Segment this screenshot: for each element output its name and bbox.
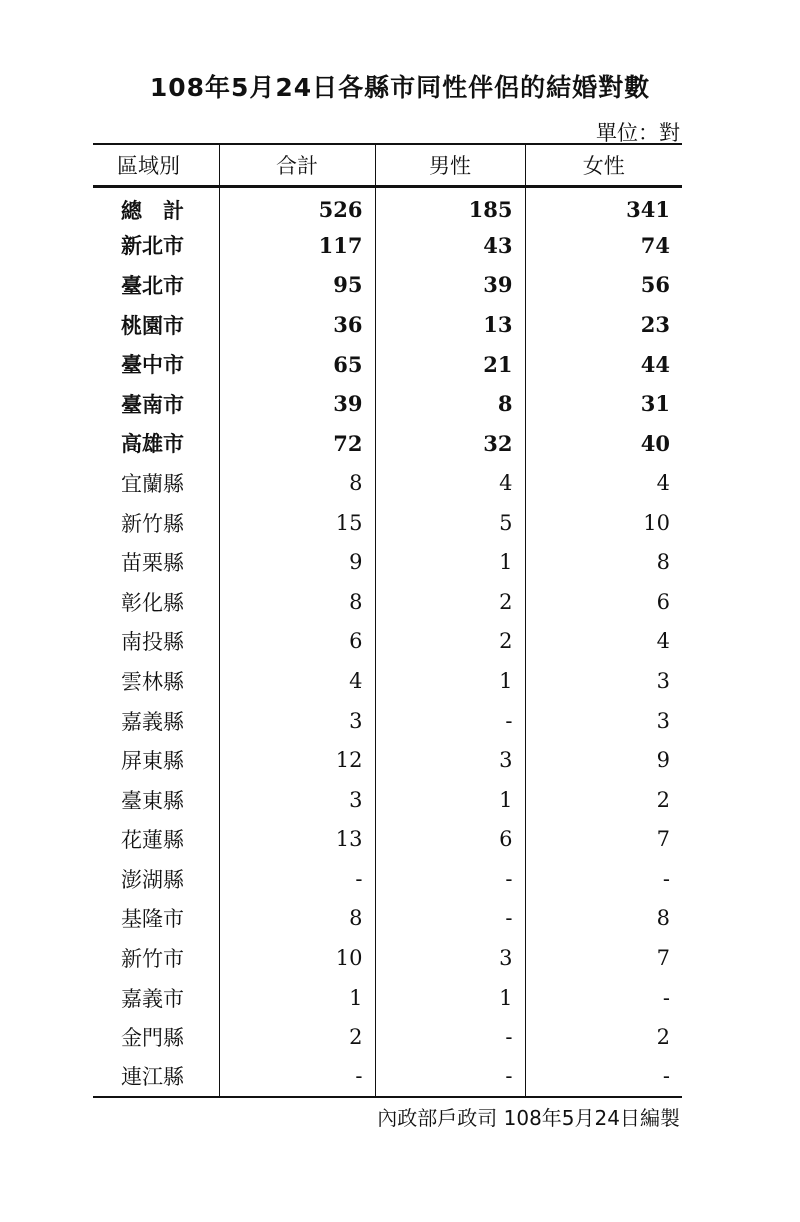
row-female-value: 74 (525, 226, 682, 266)
row-female-value: 40 (525, 424, 682, 464)
row-male-value: 1 (375, 978, 525, 1018)
row-total-value: 12 (219, 740, 375, 780)
row-male-value: 1 (375, 780, 525, 820)
row-male-value: 32 (375, 424, 525, 464)
row-female-value: 10 (525, 503, 682, 543)
row-female-value: 3 (525, 701, 682, 741)
table-row (93, 820, 682, 860)
table-row (93, 859, 682, 899)
row-female-value: - (525, 978, 682, 1018)
row-female-value: 3 (525, 661, 682, 701)
table-row (93, 1017, 682, 1057)
row-total-value: 4 (219, 661, 375, 701)
table-row (93, 622, 682, 662)
header-male: 男性 (375, 144, 525, 186)
row-male-value: 13 (375, 305, 525, 345)
table-row (93, 384, 682, 424)
table-row (93, 503, 682, 543)
row-male-value: 21 (375, 344, 525, 384)
row-region-name: 臺東縣 (121, 788, 184, 813)
row-total-value: 117 (219, 226, 375, 266)
table-row (93, 265, 682, 305)
header-female: 女性 (525, 144, 682, 186)
row-male-value: 185 (375, 186, 525, 226)
row-total-value: 8 (219, 899, 375, 939)
row-female-value: 56 (525, 265, 682, 305)
statistics-table (93, 143, 682, 1098)
row-region-name: 新北市 (121, 234, 184, 259)
table-row (93, 780, 682, 820)
row-total-value: 15 (219, 503, 375, 543)
row-total-value: 3 (219, 780, 375, 820)
row-female-value: 2 (525, 1017, 682, 1057)
row-male-value: 39 (375, 265, 525, 305)
row-total-value: 8 (219, 582, 375, 622)
row-region-name: 屏東縣 (121, 749, 184, 774)
source-note: 內政部戶政司 108年5月24日編製 (377, 1106, 680, 1130)
row-male-value: - (375, 899, 525, 939)
row-male-value: 6 (375, 820, 525, 860)
table-row (93, 424, 682, 464)
row-female-value: 341 (525, 186, 682, 226)
row-region-name: 臺北市 (121, 273, 184, 298)
row-female-value: 4 (525, 622, 682, 662)
row-total-value: - (219, 1057, 375, 1097)
row-total-value: 13 (219, 820, 375, 860)
row-male-value: - (375, 1017, 525, 1057)
row-region-name: 新竹縣 (121, 511, 184, 536)
table-row (93, 938, 682, 978)
row-male-value: 1 (375, 542, 525, 582)
row-male-value: - (375, 859, 525, 899)
row-region-name: 澎湖縣 (121, 867, 184, 892)
row-total-value: 39 (219, 384, 375, 424)
row-female-value: - (525, 1057, 682, 1097)
row-region-name: 新竹市 (121, 947, 184, 972)
row-total-value: 95 (219, 265, 375, 305)
row-region-name: 桃園市 (121, 313, 184, 338)
table-row (93, 740, 682, 780)
row-female-value: 7 (525, 820, 682, 860)
table-row (93, 186, 682, 226)
row-region-name: 嘉義縣 (121, 709, 184, 734)
row-female-value: 23 (525, 305, 682, 345)
row-female-value: 7 (525, 938, 682, 978)
row-male-value: 2 (375, 622, 525, 662)
table-row (93, 305, 682, 345)
table-row (93, 542, 682, 582)
row-female-value: 9 (525, 740, 682, 780)
table-row (93, 226, 682, 266)
row-region-name: 臺南市 (121, 392, 184, 417)
row-male-value: - (375, 1057, 525, 1097)
row-region-name: 雲林縣 (121, 669, 184, 694)
row-male-value: - (375, 701, 525, 741)
table-row (93, 582, 682, 622)
row-total-value: 65 (219, 344, 375, 384)
table-title: 108年5月24日各縣市同性伴侶的結婚對數 (149, 73, 651, 102)
unit-label: 單位：對 (596, 121, 680, 145)
row-total-value: 6 (219, 622, 375, 662)
row-region-name: 苗栗縣 (121, 551, 184, 576)
row-total-value: 3 (219, 701, 375, 741)
row-female-value: 2 (525, 780, 682, 820)
row-region-name: 高雄市 (121, 432, 184, 457)
row-total-value: 36 (219, 305, 375, 345)
row-region-name: 基隆市 (121, 907, 184, 932)
row-male-value: 8 (375, 384, 525, 424)
row-male-value: 5 (375, 503, 525, 543)
row-female-value: 6 (525, 582, 682, 622)
row-total-value: 72 (219, 424, 375, 464)
row-male-value: 1 (375, 661, 525, 701)
table-row (93, 701, 682, 741)
row-region-name: 連江縣 (93, 1057, 219, 1097)
row-region-name: 南投縣 (121, 630, 184, 655)
row-region-name: 金門縣 (121, 1026, 184, 1051)
row-total-value: - (219, 859, 375, 899)
table-row (93, 344, 682, 384)
row-female-value: 4 (525, 463, 682, 503)
row-male-value: 3 (375, 938, 525, 978)
row-male-value: 43 (375, 226, 525, 266)
row-female-value: 44 (525, 344, 682, 384)
row-total-value: 9 (219, 542, 375, 582)
row-region-name: 宜蘭縣 (121, 471, 184, 496)
row-female-value: - (525, 859, 682, 899)
row-female-value: 31 (525, 384, 682, 424)
row-region-name: 總 計 (121, 198, 184, 223)
table-header-row (93, 144, 682, 186)
header-region: 區域別 (93, 144, 219, 186)
row-total-value: 2 (219, 1017, 375, 1057)
row-male-value: 4 (375, 463, 525, 503)
row-region-name: 嘉義市 (121, 986, 184, 1011)
row-region-name: 花蓮縣 (121, 828, 184, 853)
row-total-value: 1 (219, 978, 375, 1018)
table-row (93, 978, 682, 1018)
row-region-name: 彰化縣 (121, 590, 184, 615)
table-row (93, 899, 682, 939)
row-female-value: 8 (525, 542, 682, 582)
row-female-value: 8 (525, 899, 682, 939)
row-male-value: 2 (375, 582, 525, 622)
row-region-name: 臺中市 (121, 353, 184, 378)
row-male-value: 3 (375, 740, 525, 780)
row-total-value: 8 (219, 463, 375, 503)
table-body (93, 186, 682, 1097)
row-total-value: 526 (219, 186, 375, 226)
table-row (93, 463, 682, 503)
header-total: 合計 (219, 144, 375, 186)
table-row (93, 1057, 682, 1097)
table-row (93, 661, 682, 701)
row-total-value: 10 (219, 938, 375, 978)
